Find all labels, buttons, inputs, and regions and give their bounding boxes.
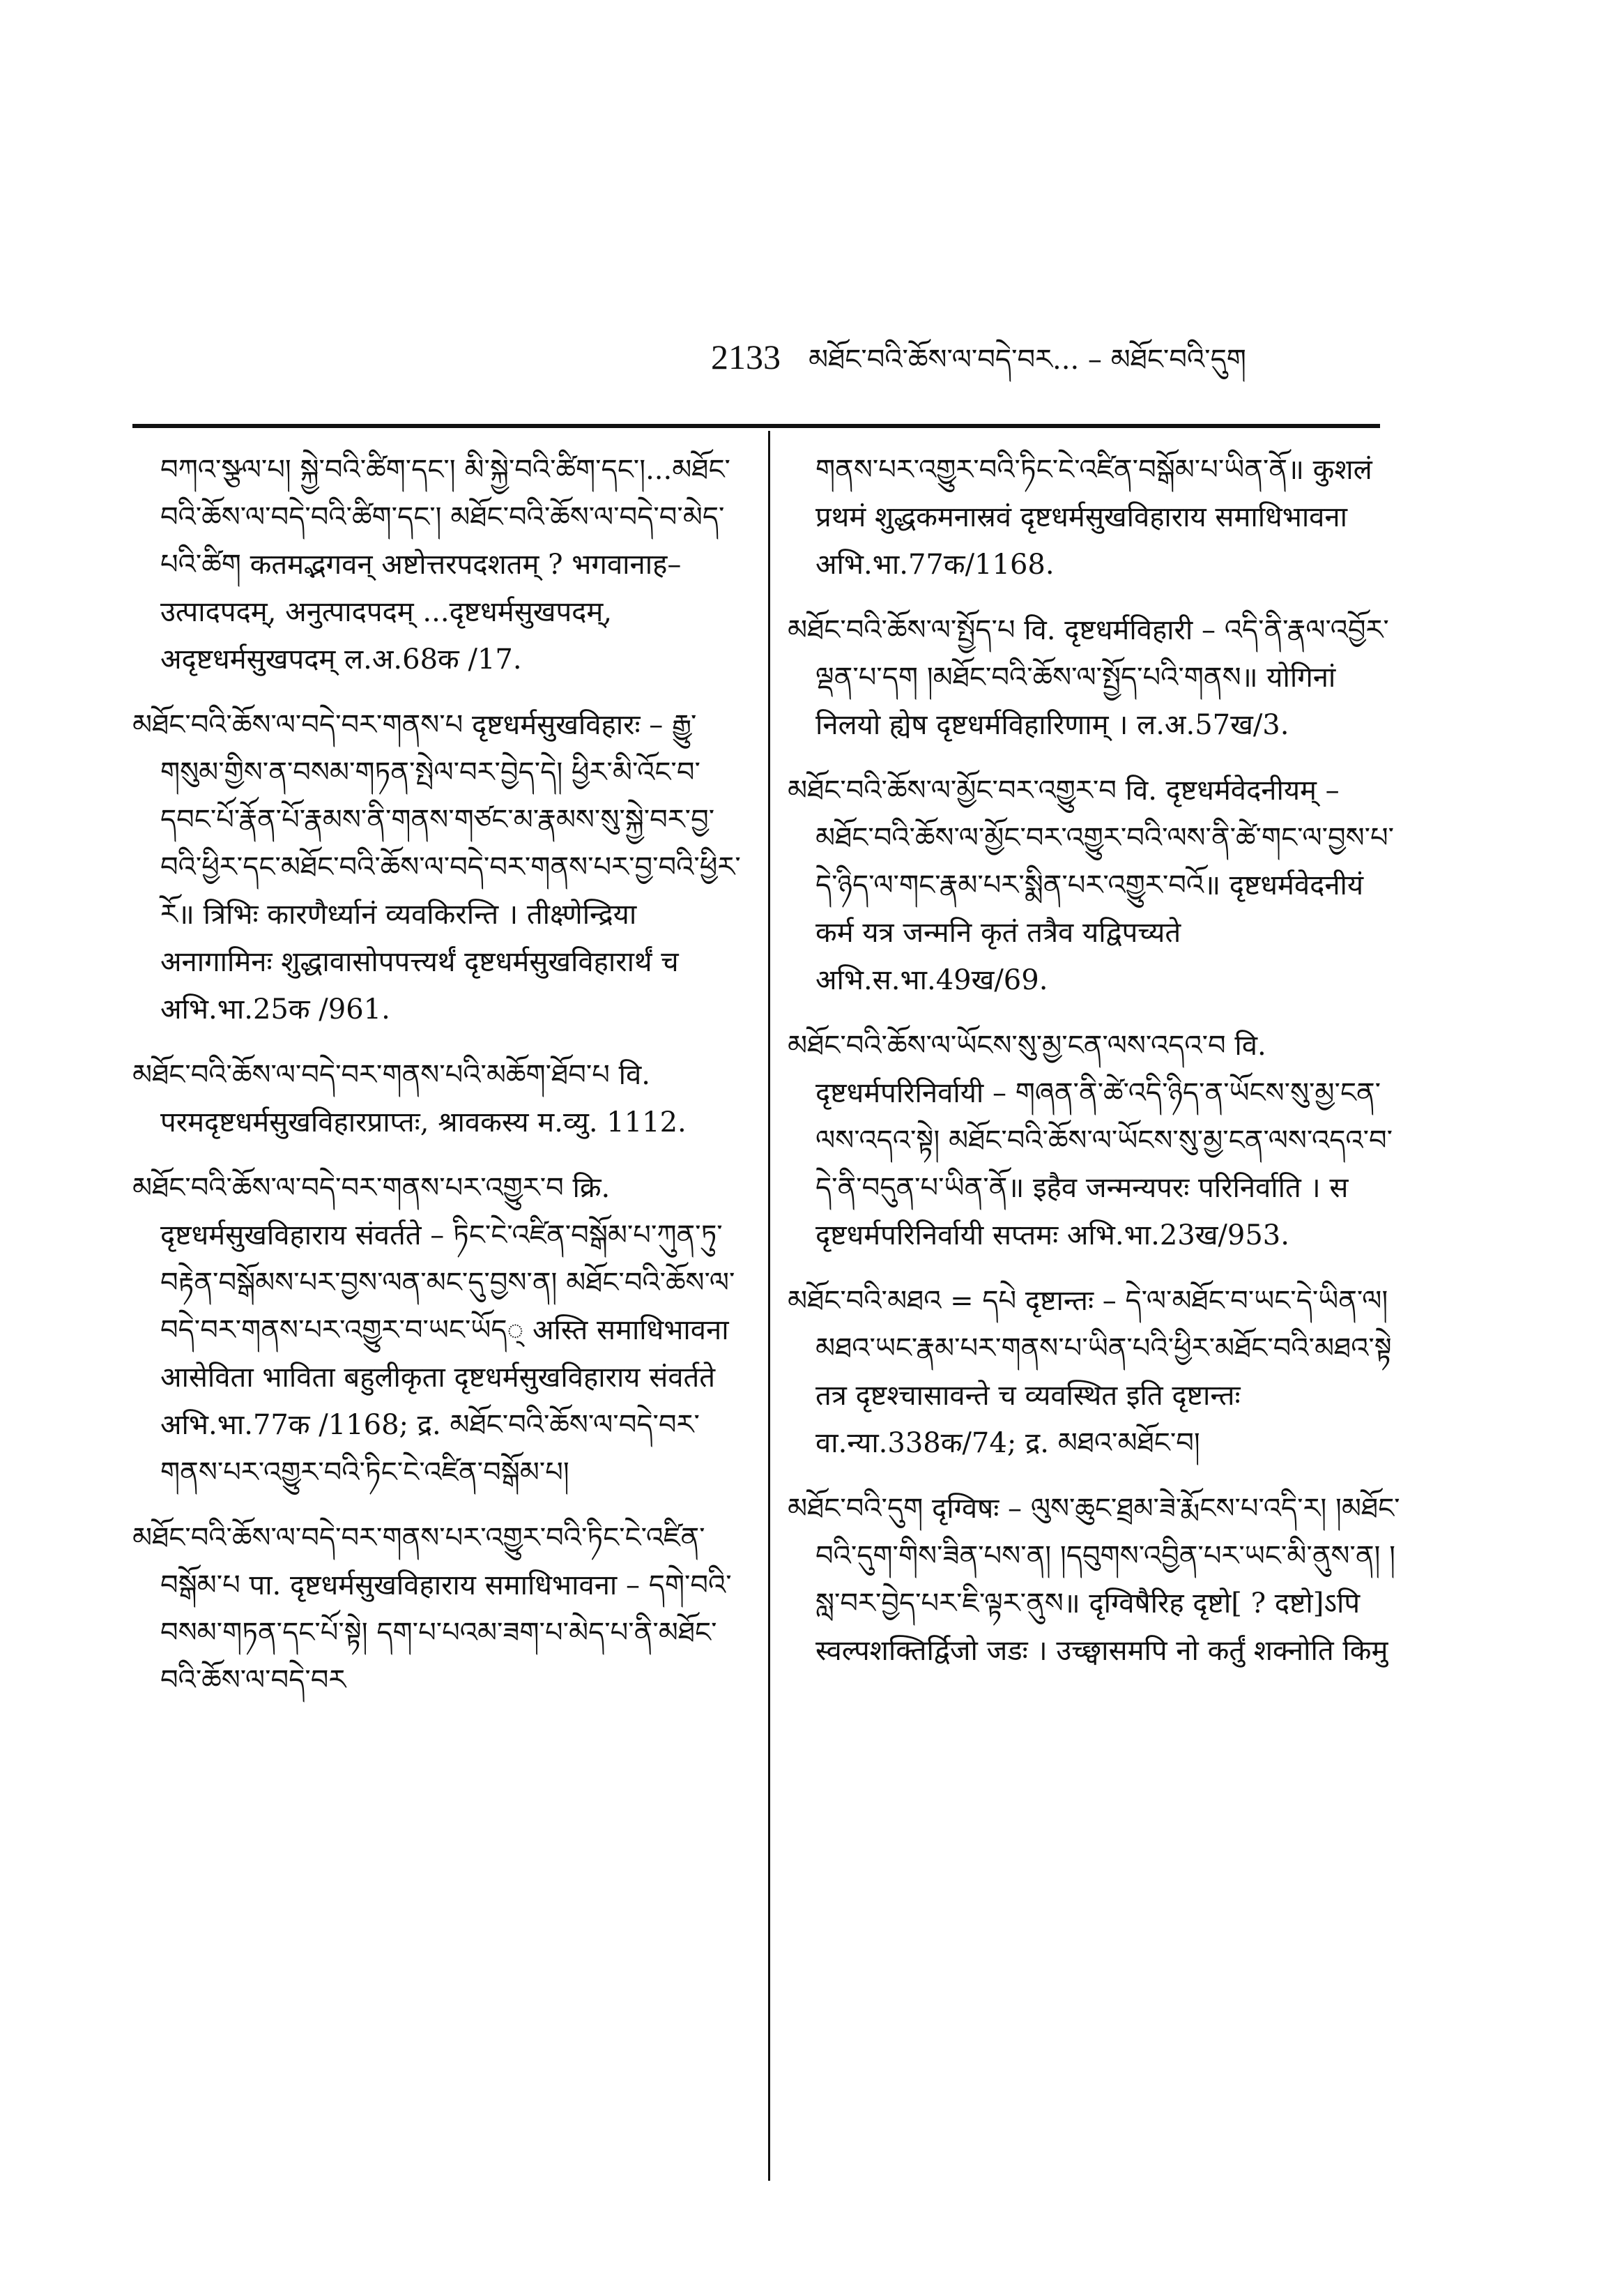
- dictionary-entry: གནས་པར་འགྱུར་བའི་ཏིང་ངེ་འཛིན་བསྒོམ་པ་ཡིན་ནོ॥ कुशलं प्रथमं शुद्धकमनास्रवं दृष्टधर्मसुखविहाराय समाधिभावना अभि.भा.77क/1168.: [815, 454, 1372, 581]
- dictionary-entry: བཀའ་སྩལ་པ། སྐྱེ་བའི་ཚིག་དང་། མི་སྐྱེ་བའི་ཚིག་དང་།...མཐོང་བའི་ཆོས་ལ་བདེ་བའི་ཚིག་དང་། མཐོང་བའི་ཆོས་ལ་བདེ་བ་མེད་པའི་ཚིག कतमद्भगवन् अष्टोत्तरपदशतम् ? भगवानाह–उत्पादपदम्, अनुत्पादपदम् ...दृष्टधर्मसुखपदम्, अदृष्टधर्मसुखपदम् ल.अ.68क /17.: [160, 454, 730, 676]
- page-number: 2133: [711, 337, 781, 376]
- dictionary-entry: མཐོང་བའི་ཆོས་ལ་བདེ་བར་གནས་པའི་མཆོག་ཐོབ་པ वि. परमदृष्टधर्मसुखविहारप्राप्तः, श्रावकस्य म.व्यु. 1112.: [132, 1059, 687, 1138]
- right-column: [788, 446, 1401, 2168]
- page-header: [711, 328, 1408, 390]
- dictionary-entry: མཐོང་བའི་དུག दृग्विषः – ལུས་ཆུང་ཐྲམ་ཟེ་རྨོངས་པ་འདི་ར། །མཐོང་བའི་དུག་གིས་ཟིན་པས་ན། །དབུགས་འབྱིན་པར་ཡང་མི་ནུས་ན། །སླ་བར་བྱེད་པར་ཇི་ལྟར་ནུས॥ दृग्विषैरिह दृष्टो[ ? दष्टो]ऽपि स्वल्पशक्तिर्द्विजो जडः । उच्छ्वासमपि नो कर्तुं शक्नोति किमु: [788, 1493, 1400, 1667]
- column-divider: [768, 431, 770, 2181]
- dictionary-entry: མཐོང་བའི་ཆོས་ལ་བདེ་བར་གནས་པ दृष्टधर्मसुखविहारः – རྒྱུ་གསུམ་གྱིས་ན་བསམ་གཏན་སྤེལ་བར་བྱེད་དེ། ཕྱིར་མི་འོང་བ་དབང་པོ་རྣོན་པོ་རྣམས་ནི་གནས་གཙང་མ་རྣམས་སུ་སྐྱེ་བར་བྱ་བའི་ཕྱིར་དང་མཐོང་བའི་ཆོས་ལ་བདེ་བར་གནས་པར་བྱ་བའི་ཕྱིར་རོ॥ त्रिभिः कारणैर्ध्यानं व्यवकिरन्ति । तीक्ष्णेन्द्रिया अनागामिनः शुद्धावासोपपत्त्यर्थं दृष्टधर्मसुखविहारार्थं च अभि.भा.25क /961.: [132, 709, 741, 1026]
- dictionary-entry: མཐོང་བའི་ཆོས་ལ་སྤྱོད་པ वि. दृष्टधर्मविहारी – འདི་ནི་རྣལ་འབྱོར་ལྡན་པ་དག །མཐོང་བའི་ཆོས་ལ་སྤྱོད་པའི་གནས॥ योगिनां निलयो ह्येष दृष्टधर्मविहारिणाम् । ल.अ.57ख/3.: [788, 614, 1389, 741]
- dictionary-entry: མཐོང་བའི་ཆོས་ལ་ཡོངས་སུ་མྱ་ངན་ལས་འདའ་བ वि. दृष्टधर्मपरिनिर्वायी – གཞན་ནི་ཚེ་འདི་ཉིད་ན་ཡོངས་སུ་མྱ་ངན་ལས་འདའ་སྟེ། མཐོང་བའི་ཆོས་ལ་ཡོངས་སུ་མྱ་ངན་ལས་འདའ་བ་དེ་ནི་བདུན་པ་ཡིན་ནོ॥ इहैव जन्मन्यपरः परिनिर्वाति । स दृष्टधर्मपरिनिर्वायी सप्तमः अभि.भा.23ख/953.: [788, 1030, 1393, 1251]
- dictionary-entry: མཐོང་བའི་མཐའ = དཔེ दृष्टान्तः – དེ་ལ་མཐོང་བ་ཡང་དེ་ཡིན་ལ། མཐའ་ཡང་རྣམ་པར་གནས་པ་ཡིན་པའི་ཕྱིར་མཐོང་བའི་མཐའ་སྟེ तत्र दृष्टश्चासावन्ते च व्यवस्थित इति दृष्टान्तः वा.न्या.338क/74; द्र. མཐའ་མཐོང་བ།: [788, 1285, 1392, 1459]
- dictionary-entry: མཐོང་བའི་ཆོས་ལ་མྱོང་བར་འགྱུར་བ वि. दृष्टधर्मवेदनीयम् – མཐོང་བའི་ཆོས་ལ་མྱོང་བར་འགྱུར་བའི་ལས་ནི་ཚེ་གང་ལ་བྱས་པ་དེ་ཉིད་ལ་གང་རྣམ་པར་སྨིན་པར་འགྱུར་བའོ॥ दृष्टधर्मवेदनीयं कर्म यत्र जन्मनि कृतं तत्रैव यद्विपच्यते अभि.स.भा.49ख/69.: [788, 775, 1395, 996]
- left-column: [132, 446, 746, 2168]
- dictionary-entry: མཐོང་བའི་ཆོས་ལ་བདེ་བར་གནས་པར་འགྱུར་བ क्रि. दृष्टधर्मसुखविहाराय संवर्तते – ཏིང་ངེ་འཛིན་བསྒོམ་པ་ཀུན་ཏུ་བརྟེན་བསྒོམས་པར་བྱས་ལན་མང་དུ་བྱས་ན། མཐོང་བའི་ཆོས་ལ་བདེ་བར་གནས་པར་འགྱུར་བ་ཡང་ཡོད् अस्ति समाधिभावना आसेविता भाविता बहुलीकृता दृष्टधर्मसुखविहाराय संवर्तते अभि.भा.77क /1168; द्र. མཐོང་བའི་ཆོས་ལ་བདེ་བར་གནས་པར་འགྱུར་བའི་ཏིང་ངེ་འཛིན་བསྒོམ་པ།: [132, 1172, 735, 1488]
- running-head: མཐོང་བའི་ཆོས་ལ་བདེ་བར... – མཐོང་བའི་དུག: [809, 344, 1246, 376]
- header-rule: [132, 424, 1380, 428]
- dictionary-entry: མཐོང་བའི་ཆོས་ལ་བདེ་བར་གནས་པར་འགྱུར་བའི་ཏིང་ངེ་འཛིན་བསྒོམ་པ पा. दृष्टधर्मसुखविहाराय समाधिभावना – དགེ་བའི་བསམ་གཏན་དང་པོ་སྟེ། དག་པ་པའམ་ཟག་པ་མེད་པ་ནི་མཐོང་བའི་ཆོས་ལ་བདེ་བར: [132, 1522, 732, 1696]
